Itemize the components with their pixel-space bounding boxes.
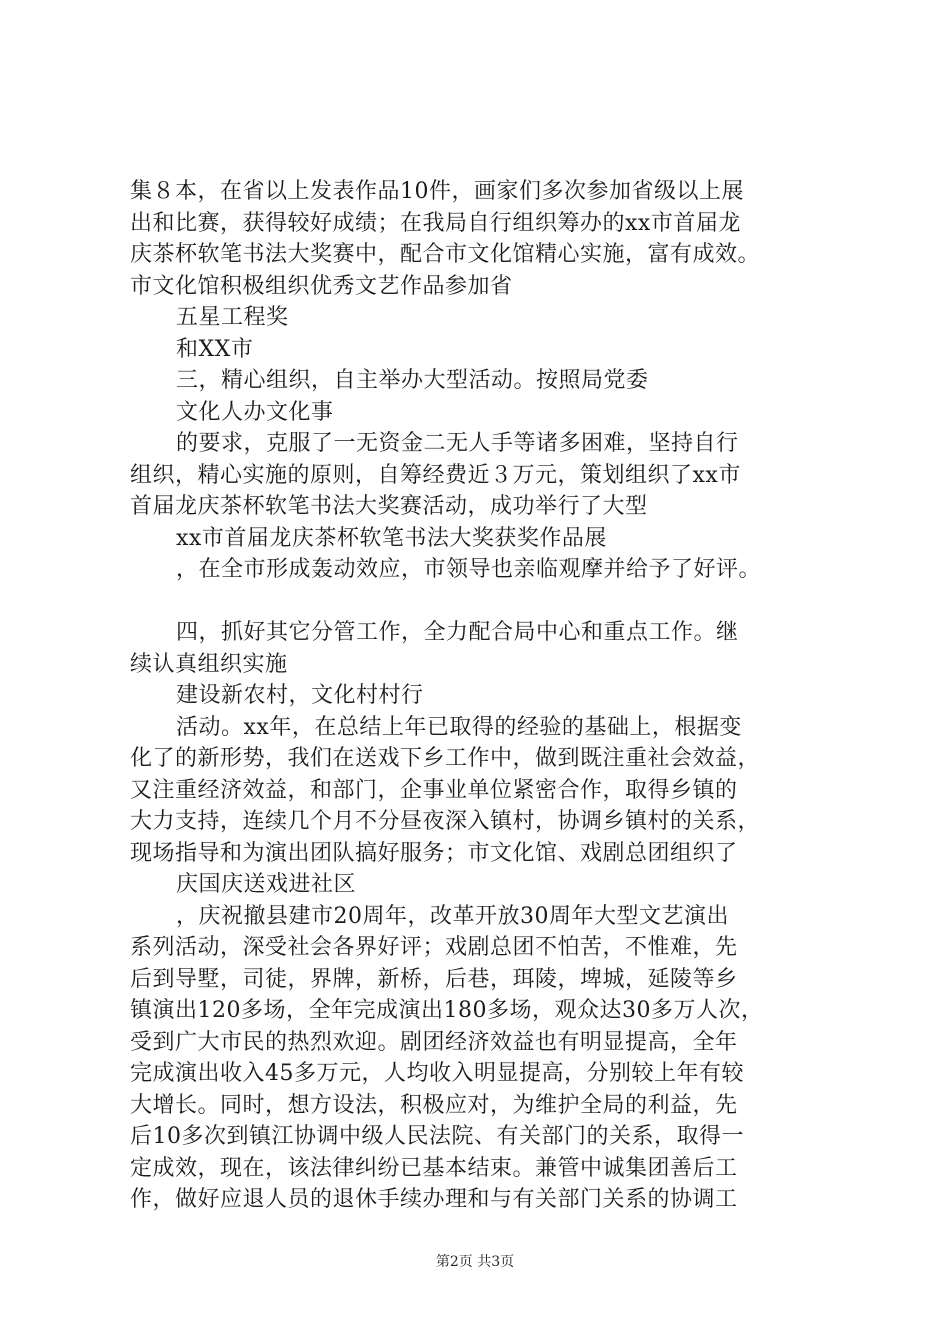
text-line: 续认真组织实施 bbox=[130, 651, 288, 677]
text-line: 作，做好应退人员的退休手续办理和与有关部门关系的协调工 bbox=[130, 1187, 738, 1212]
text-line: xx市首届龙庆茶杯软笔书法大奖获奖作品展 bbox=[176, 525, 607, 551]
text-line: 大增长。同时，想方设法，积极应对，为维护全局的利益，先 bbox=[130, 1092, 738, 1118]
text-line: 受到广大市民的热烈欢迎。剧团经济效益也有明显提高，全年 bbox=[130, 1029, 738, 1055]
text-line: 庆国庆送戏进社区 bbox=[176, 872, 357, 897]
blank-line bbox=[130, 586, 850, 618]
text-line: 完成演出收入45多万元，人均收入明显提高，分别较上年有较 bbox=[130, 1061, 744, 1086]
text-line: 现场指导和为演出团队搞好服务；市文化馆、戏剧总团组织了 bbox=[130, 840, 738, 866]
text-line: 文化人办文化事 bbox=[176, 399, 334, 425]
text-line: 定成效，现在，该法律纠纷已基本结束。兼管中诚集团善后工 bbox=[130, 1155, 738, 1181]
text-line: 又注重经济效益，和部门，企事业单位紧密合作，取得乡镇的 bbox=[130, 777, 738, 803]
page-footer: 第2页 共3页 bbox=[435, 1254, 515, 1270]
text-line: ，在全市形成轰动效应，市领导也亲临观摩并给予了好评。 bbox=[176, 557, 762, 582]
text-line: 系列活动，深受社会各界好评；戏剧总团不怕苦，不惟难，先 bbox=[130, 935, 738, 960]
text-line: 建设新农村，文化村村行 bbox=[176, 683, 424, 708]
text-line: 化了的新形势，我们在送戏下乡工作中，做到既注重社会效益， bbox=[130, 746, 761, 771]
text-line: ，庆祝撤县建市20周年，改革开放30周年大型文艺演出 bbox=[176, 903, 729, 929]
text-line: 出和比赛，获得较好成绩；在我局自行组织筹办的xx市首届龙 bbox=[130, 210, 741, 236]
text-line: 后10多次到镇江协调中级人民法院、有关部门的关系，取得一 bbox=[130, 1124, 744, 1149]
text-line: 大力支持，连续几个月不分昼夜深入镇村，协调乡镇村的关系， bbox=[130, 809, 761, 834]
text-line: 首届龙庆茶杯软笔书法大奖赛活动，成功举行了大型 bbox=[130, 494, 648, 519]
text-line: 活动。xx年，在总结上年已取得的经验的基础上，根据变 bbox=[176, 714, 742, 740]
text-line: 庆茶杯软笔书法大奖赛中，配合市文化馆精心实施，富有成效。 bbox=[130, 242, 761, 267]
text-line: 后到导墅，司徒，界牌，新桥，后巷，珥陵，埤城，延陵等乡 bbox=[130, 966, 738, 992]
text-line: 组织，精心实施的原则，自筹经费近３万元，策划组织了xx市 bbox=[130, 462, 741, 488]
text-line: 的要求，克服了一无资金二无人手等诸多困难，坚持自行 bbox=[176, 431, 739, 456]
text-line: 集８本，在省以上发表作品10件，画家们多次参加省级以上展 bbox=[130, 179, 744, 204]
text-line: 三，精心组织，自主举办大型活动。按照局党委 bbox=[176, 368, 649, 393]
text-line: 市文化馆积极组织优秀文艺作品参加省 bbox=[130, 273, 513, 299]
document-body bbox=[130, 176, 850, 1216]
text-line: 和XX市 bbox=[176, 336, 254, 362]
text-line: 镇演出120多场，全年完成演出180多场，观众达30多万人次， bbox=[130, 998, 764, 1023]
text-line: 五星工程奖 bbox=[176, 305, 289, 330]
text-line: 四，抓好其它分管工作，全力配合局中心和重点工作。继 bbox=[176, 620, 739, 645]
